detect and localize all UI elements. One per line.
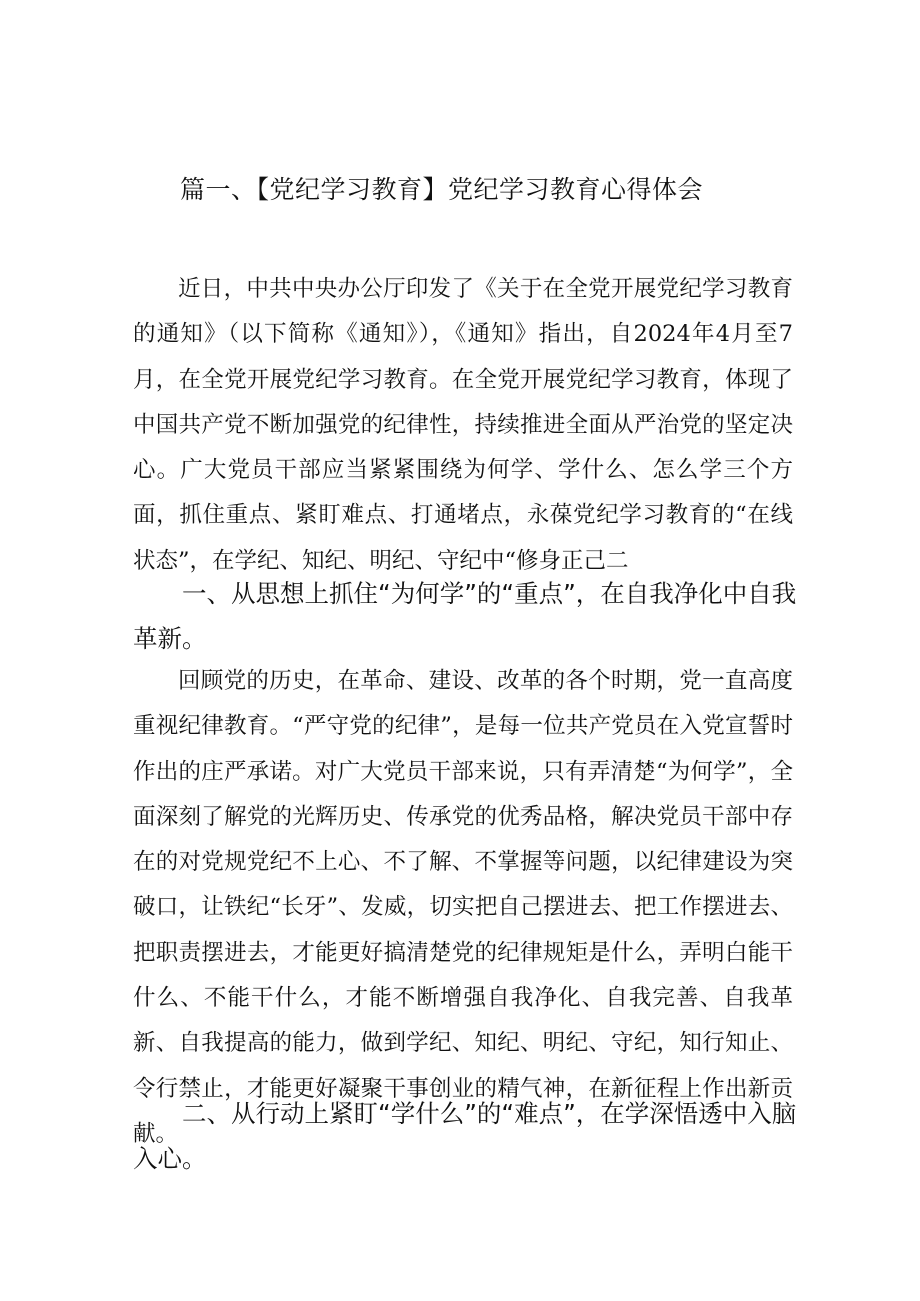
document-title: 篇一、【党纪学习教育】党纪学习教育心得体会 <box>180 175 704 204</box>
section-heading-1: 一、从思想上抓住“为何学”的“重点”，在自我净化中自我革新。 <box>133 579 797 653</box>
body-paragraph-section-1: 回顾党的历史，在革命、建设、改革的各个时期，党一直高度重视纪律教育。“严守党的纪律”，是每一位共产党员在入党宣誓时作出的庄严承诺。对广大党员干部来说，只有弄清楚“为何学”，全面深刻了解党的光辉历史、传承党的优秀品格，解决党员干部中存在的对党规党纪不上心、不了解、不掌握等问题，以纪律建设为突破口，让铁纪“长牙”、发威，切实把自己摆进去、把工作摆进去、把职责摆进去，才能更好搞清楚党的纪律规矩是什么，弄明白能干什么、不能干什么，才能不断增强自我净化、自我完善、自我革新、自我提高的能力，做到学纪、知纪、明纪、守纪，知行知止、令行禁止，才能更好凝聚干事创业的精气神，在新征程上作出新贡献。 <box>133 668 793 1147</box>
section-heading-2: 二、从行动上紧盯“学什么”的“难点”，在学深悟透中入脑入心。 <box>133 1099 797 1173</box>
body-paragraph-intro: 近日，中共中央办公厅印发了《关于在全党开展党纪学习教育的通知》（以下简称《通知》），《通知》指出，自2024年4月至7月，在全党开展党纪学习教育。在全党开展党纪学习教育，体现了中国共产党不断加强党的纪律性，持续推进全面从严治党的坚定决心。广大党员干部应当紧紧围绕为何学、学什么、怎么学三个方面，抓住重点、紧盯难点、打通堵点，永葆党纪学习教育的“在线状态”，在学纪、知纪、明纪、守纪中“修身正己二 <box>133 276 793 574</box>
